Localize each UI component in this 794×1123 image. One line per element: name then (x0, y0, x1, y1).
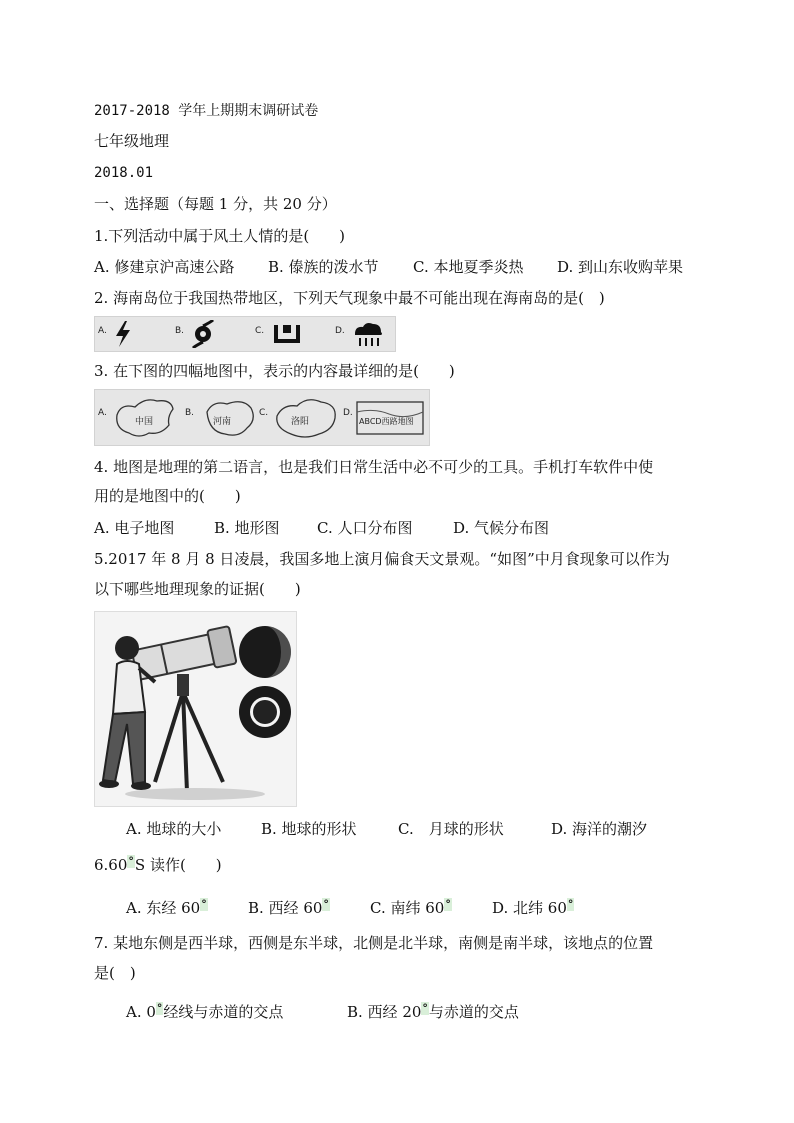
question-7-stem-line2: 是( ) (94, 964, 136, 982)
question-4-option-c: C. 人口分布图 (317, 519, 413, 537)
maps-strip (94, 389, 430, 446)
question-6-option-d (492, 898, 574, 920)
question-1-option-a: A. 修建京沪高速公路 (94, 258, 235, 276)
question-4-option-d: D. 气候分布图 (453, 519, 550, 537)
question-3-stem: 3. 在下图的四幅地图中，表示的内容最详细的是( ) (94, 362, 455, 380)
map-label-henan: 河南 (213, 417, 232, 427)
question-7-option-a-pre: A. 0 (126, 1003, 156, 1021)
question-7-option-b-pre: B. 西经 20 (347, 1003, 422, 1021)
exam-date: 2018.01 (94, 165, 154, 181)
question-6-option-c (370, 898, 452, 920)
question-6-option-a (126, 898, 208, 920)
question-4-stem-line2: 用的是地图中的( ) (94, 487, 241, 505)
option-label: A. (98, 326, 107, 336)
question-5-option-d: D. 海洋的潮汐 (551, 820, 648, 838)
question-6-option-d-text: D. 北纬 60 (492, 899, 567, 917)
question-7-option-b (347, 1002, 519, 1024)
question-4-option-a: A. 电子地图 (94, 519, 175, 537)
question-4-stem-line1: 4. 地图是地理的第二语言，也是我们日常生活中必不可少的工具。手机打车软件中使 (94, 458, 654, 476)
question-1-stem: 1.下列活动中属于风土人情的是( ) (94, 227, 346, 245)
question-1-option-c: C. 本地夏季炎热 (413, 258, 524, 276)
question-7-option-b-post: 与赤道的交点 (428, 1003, 519, 1021)
map-label-luoyang: 洛阳 (291, 417, 310, 427)
question-5-option-c: C. 月球的形状 (398, 820, 504, 838)
question-6-stem (94, 855, 222, 877)
degree-symbol: ° (201, 898, 207, 911)
question-7-option-a (126, 1002, 283, 1024)
option-label: C. (255, 326, 265, 336)
frost-icon (273, 323, 301, 345)
option-label: D. (343, 408, 353, 418)
degree-symbol: ° (567, 898, 574, 911)
question-6-stem-pre: 6.60 (94, 856, 128, 874)
question-1-option-b: B. 傣族的泼水节 (268, 258, 379, 276)
question-6-option-a-text: A. 东经 60 (126, 899, 201, 917)
weather-icons-strip (94, 316, 396, 352)
degree-symbol: ° (422, 1002, 428, 1015)
question-5-option-b: B. 地球的形状 (261, 820, 357, 838)
degree-symbol: ° (156, 1002, 163, 1015)
question-6-stem-post: S 读作( ) (134, 856, 222, 874)
lightning-icon (113, 320, 133, 348)
rain-cloud-icon (351, 320, 385, 348)
typhoon-icon (191, 320, 215, 348)
question-4-option-b: B. 地形图 (214, 519, 280, 537)
option-label: B. (185, 408, 195, 418)
question-6-option-c-text: C. 南纬 60 (370, 899, 445, 917)
question-6-option-b (248, 898, 330, 920)
map-label-street: ABCD西路地图 (359, 417, 414, 426)
question-1-option-d: D. 到山东收购苹果 (557, 258, 684, 276)
map-label-china: 中国 (135, 417, 154, 427)
question-5-stem-line1: 5.2017 年 8 月 8 日凌晨，我国多地上演月偏食天文景观。“如图”中月食现象可以作为 (94, 550, 670, 568)
subject-label: 七年级地理 (94, 132, 170, 150)
question-5-option-a: A. 地球的大小 (126, 820, 222, 838)
degree-symbol: ° (445, 898, 451, 911)
section-heading: 一、选择题（每题 1 分，共 20 分） (94, 195, 337, 213)
question-6-option-b-text: B. 西经 60 (248, 899, 323, 917)
question-7-stem-line1: 7. 某地东侧是西半球，西侧是东半球，北侧是北半球，南侧是南半球，该地点的位置 (94, 934, 654, 952)
exam-title: 2017-2018 学年上期期末调研试卷 (94, 103, 319, 119)
option-label: A. (98, 408, 107, 418)
option-label: B. (175, 326, 185, 336)
degree-symbol: ° (323, 898, 329, 911)
option-label: D. (335, 326, 345, 336)
option-label: C. (259, 408, 269, 418)
question-5-stem-line2: 以下哪些地理现象的证据( ) (94, 580, 301, 598)
question-2-stem: 2. 海南岛位于我国热带地区，下列天气现象中最不可能出现在海南岛的是( ) (94, 289, 605, 307)
degree-symbol: ° (128, 855, 134, 868)
telescope-eclipse-illustration (94, 611, 297, 807)
question-7-option-a-post: 经线与赤道的交点 (163, 1003, 284, 1021)
